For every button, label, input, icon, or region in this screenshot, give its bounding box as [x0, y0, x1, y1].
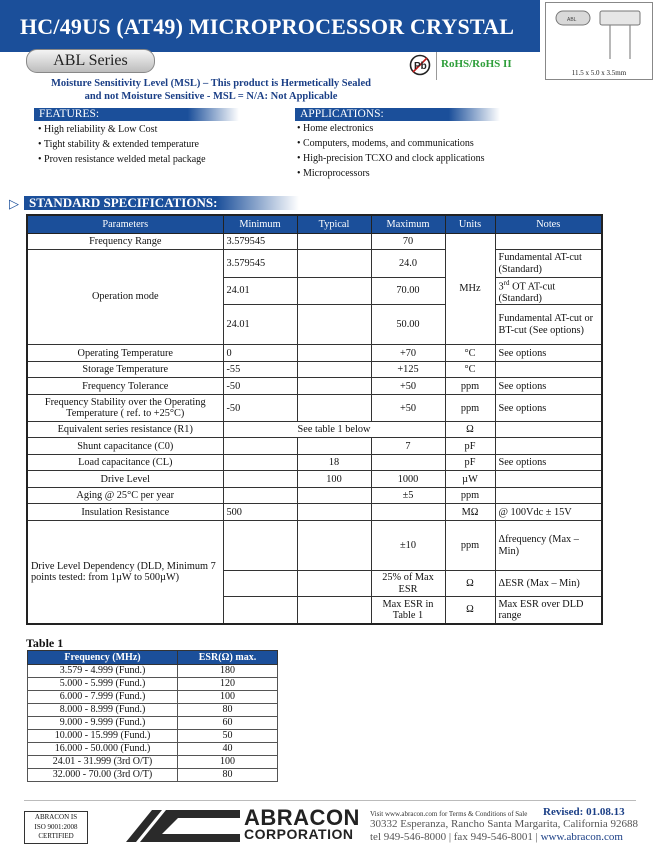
cell: ppm: [445, 488, 495, 504]
cell: 60: [178, 717, 278, 730]
list-item: • Proven resistance welded metal package: [38, 152, 206, 167]
cell: [297, 521, 371, 571]
table-row: [27, 422, 602, 438]
table-row: [27, 471, 602, 488]
cell: -50: [223, 395, 297, 422]
cell: ±10: [371, 521, 445, 571]
cell: pF: [445, 455, 495, 471]
msl-notice: [26, 77, 396, 103]
cell: [223, 438, 297, 455]
cell: 24.0: [371, 250, 445, 278]
crystal-illustration: [546, 3, 652, 67]
website-link[interactable]: www.abracon.com: [540, 831, 623, 843]
cell: Fundamental AT-cut or BT-cut (See options): [495, 305, 602, 345]
cell: [297, 305, 371, 345]
cell: MHz: [445, 234, 495, 345]
cell: Load capacitance (CL): [27, 455, 223, 471]
table-row: [28, 730, 278, 743]
cell: 40: [178, 743, 278, 756]
iso-line: ISO 9001:2008: [34, 822, 78, 831]
cell: [495, 234, 602, 250]
cell: [223, 455, 297, 471]
cell: 9.000 - 9.999 (Fund.): [28, 717, 178, 730]
col-header: ESR(Ω) max.: [178, 651, 278, 665]
cell: [371, 504, 445, 521]
cell: @ 100Vdc ± 15V: [495, 504, 602, 521]
cell: Aging @ 25°C per year: [27, 488, 223, 504]
cell: ppm: [445, 378, 495, 395]
cell: Drive Level Dependency (DLD, Minimum 7 points tested: from 1µW to 500µW): [27, 521, 223, 624]
cell: [297, 278, 371, 305]
table-row: [28, 691, 278, 704]
revised-date: Revised: 01.08.13: [543, 806, 625, 818]
address: 30332 Esperanza, Rancho Santa Margarita, California 92688: [370, 818, 638, 830]
cell: Storage Temperature: [27, 362, 223, 378]
cell: ΔESR (Max – Min): [495, 571, 602, 597]
abracon-logo-icon: [122, 806, 242, 844]
col-header: Typical: [297, 215, 371, 234]
pb-free-icon: [409, 54, 431, 76]
cell: 3.579545: [223, 234, 297, 250]
cell: [223, 597, 297, 624]
cell: pF: [445, 438, 495, 455]
applications-list: [297, 121, 484, 181]
cell: 10.000 - 15.999 (Fund.): [28, 730, 178, 743]
cell: [223, 571, 297, 597]
cell: 16.000 - 50.000 (Fund.): [28, 743, 178, 756]
contact-line: [370, 831, 623, 843]
cell: 70: [371, 234, 445, 250]
cell: ppm: [445, 521, 495, 571]
cell: -55: [223, 362, 297, 378]
table-row: [27, 362, 602, 378]
table-row: [27, 438, 602, 455]
cell: [223, 471, 297, 488]
cell: µW: [445, 471, 495, 488]
iso-certification-badge: [24, 811, 88, 844]
table-row: [28, 704, 278, 717]
cell: [297, 438, 371, 455]
table-row: [27, 504, 602, 521]
cell: Equivalent series resistance (R1): [27, 422, 223, 438]
cell: 24.01: [223, 305, 297, 345]
cell: [297, 504, 371, 521]
cell: 100: [178, 691, 278, 704]
table-row: [27, 378, 602, 395]
cell: Ω: [445, 422, 495, 438]
cell: 32.000 - 70.00 (3rd O/T): [28, 769, 178, 782]
cell: 500: [223, 504, 297, 521]
cell: +70: [371, 345, 445, 362]
company-name: ABRACON: [244, 805, 360, 830]
cell: -50: [223, 378, 297, 395]
cell: [495, 422, 602, 438]
footer-divider: [24, 800, 636, 801]
list-item: • Tight stability & extended temperature: [38, 137, 206, 152]
cell: Ω: [445, 597, 495, 624]
col-header: Notes: [495, 215, 602, 234]
cell: ±5: [371, 488, 445, 504]
svg-text:ABL: ABL: [567, 17, 577, 23]
cell: 18: [297, 455, 371, 471]
msl-line-2: and not Moisture Sensitive - MSL = N/A: Not Applicable: [84, 91, 338, 102]
cell: [297, 488, 371, 504]
cell: See options: [495, 345, 602, 362]
cell: See options: [495, 395, 602, 422]
table-row: [27, 250, 602, 278]
spec-table: [26, 214, 603, 625]
cell: 180: [178, 665, 278, 678]
pb-label: Pb: [414, 61, 427, 72]
cell: Frequency Tolerance: [27, 378, 223, 395]
features-heading: FEATURES:: [34, 108, 239, 121]
cell: [297, 571, 371, 597]
cell: 24.01: [223, 278, 297, 305]
cell: 0: [223, 345, 297, 362]
cell: +125: [371, 362, 445, 378]
cell: [495, 488, 602, 504]
cell: Max ESR over DLD range: [495, 597, 602, 624]
esr-table: [27, 650, 278, 782]
cell: [495, 438, 602, 455]
cell: 80: [178, 704, 278, 717]
table-row: [28, 743, 278, 756]
cell: See options: [495, 378, 602, 395]
cell: 50.00: [371, 305, 445, 345]
col-header: Units: [445, 215, 495, 234]
table1-title: Table 1: [26, 636, 64, 650]
cell: [371, 455, 445, 471]
iso-line: CERTIFIED: [38, 832, 74, 840]
list-item: • Home electronics: [297, 121, 484, 136]
list-item: • Computers, modems, and communications: [297, 136, 484, 151]
col-header: Minimum: [223, 215, 297, 234]
table-row: [28, 756, 278, 769]
cell: [297, 234, 371, 250]
cell: °C: [445, 362, 495, 378]
cell: Frequency Range: [27, 234, 223, 250]
table-row: [27, 345, 602, 362]
cell: 120: [178, 678, 278, 691]
cell: [297, 378, 371, 395]
cell: MΩ: [445, 504, 495, 521]
table-row: [27, 234, 602, 250]
terms-link[interactable]: Visit www.abracon.com for Terms & Conditions of Sale: [370, 810, 528, 818]
list-item: • Microprocessors: [297, 166, 484, 181]
msl-line-1: Moisture Sensitivity Level (MSL) – This product is Hermetically Sealed: [51, 78, 371, 89]
cell: ppm: [445, 395, 495, 422]
cell: [297, 362, 371, 378]
cell: +50: [371, 378, 445, 395]
cell: [223, 521, 297, 571]
list-item: • High reliability & Low Cost: [38, 122, 206, 137]
cell: 50: [178, 730, 278, 743]
series-badge: ABL Series: [26, 49, 155, 73]
cell: Ω: [445, 571, 495, 597]
cell: 100: [178, 756, 278, 769]
cell: +50: [371, 395, 445, 422]
col-header: Maximum: [371, 215, 445, 234]
table-row: [27, 395, 602, 422]
cell: Shunt capacitance (C0): [27, 438, 223, 455]
cell: 100: [297, 471, 371, 488]
table-row: [28, 665, 278, 678]
cell: [495, 278, 602, 305]
applications-heading: APPLICATIONS:: [295, 108, 500, 121]
cell: Frequency Stability over the Operating Temperature ( ref. to +25°C): [27, 395, 223, 422]
table-row: [28, 769, 278, 782]
cell: 80: [178, 769, 278, 782]
cell: [297, 345, 371, 362]
table-header-row: [27, 215, 602, 234]
arrow-icon: ▷: [9, 196, 19, 211]
cell: [297, 597, 371, 624]
crystal-dimensions: 11.5 x 5.0 x 3.5mm: [571, 69, 627, 77]
table-header-row: [28, 651, 278, 665]
features-list: [38, 122, 206, 167]
cell: 3.579 - 4.999 (Fund.): [28, 665, 178, 678]
table-row: [27, 521, 602, 571]
col-header: Parameters: [27, 215, 223, 234]
table-row: [28, 717, 278, 730]
col-header: Frequency (MHz): [28, 651, 178, 665]
cell: Drive Level: [27, 471, 223, 488]
table-row: [27, 455, 602, 471]
cell-text: OT AT-cut (Standard): [498, 281, 556, 304]
cell: 8.000 - 8.999 (Fund.): [28, 704, 178, 717]
phone-fax: tel 949-546-8000 | fax 949-546-8001 |: [370, 831, 541, 843]
cell: 6.000 - 7.999 (Fund.): [28, 691, 178, 704]
cell: [495, 362, 602, 378]
crystal-image: [545, 2, 653, 80]
cell: Δfrequency (Max – Min): [495, 521, 602, 571]
cell: °C: [445, 345, 495, 362]
cell: 24.01 - 31.999 (3rd O/T): [28, 756, 178, 769]
cell: 1000: [371, 471, 445, 488]
cell: Fundamental AT-cut (Standard): [495, 250, 602, 278]
cell: 70.00: [371, 278, 445, 305]
iso-line: ABRACON IS: [34, 813, 78, 821]
cell: [495, 471, 602, 488]
rohs-label: RoHS/RoHS II: [441, 58, 512, 70]
list-item: • High-precision TCXO and clock applications: [297, 151, 484, 166]
superscript: rd: [503, 279, 510, 287]
cell: See options: [495, 455, 602, 471]
cell: See table 1 below: [223, 422, 445, 438]
cell: Max ESR in Table 1: [371, 597, 445, 624]
table-row: [27, 488, 602, 504]
cell: Operating Temperature: [27, 345, 223, 362]
cell: 25% of Max ESR: [371, 571, 445, 597]
company-corp: CORPORATION: [244, 826, 354, 842]
cell-text: 3: [498, 281, 504, 293]
cell: 3.579545: [223, 250, 297, 278]
specs-heading: STANDARD SPECIFICATIONS:: [24, 196, 299, 210]
cell: Insulation Resistance: [27, 504, 223, 521]
table-row: [28, 678, 278, 691]
cell: [223, 488, 297, 504]
cell: [297, 395, 371, 422]
cell: [297, 250, 371, 278]
cell: 7: [371, 438, 445, 455]
page-title: HC/49US (AT49) MICROPROCESSOR CRYSTAL: [20, 14, 515, 39]
cell: 5.000 - 5.999 (Fund.): [28, 678, 178, 691]
divider: [436, 52, 437, 80]
cell: Operation mode: [27, 250, 223, 345]
